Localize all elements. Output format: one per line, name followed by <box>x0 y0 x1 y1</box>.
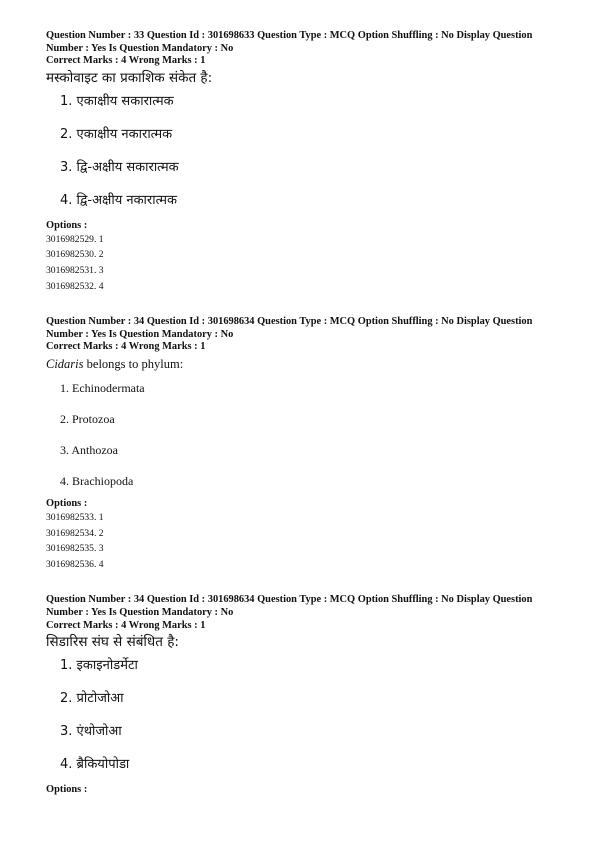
option-id: 3016982534. 2 <box>46 527 104 539</box>
option-item: 1. Echinodermata <box>60 380 145 395</box>
option-id: 3016982533. 1 <box>46 511 104 523</box>
option-id: 3016982529. 1 <box>46 233 104 245</box>
options-label: Options : <box>46 219 88 231</box>
stem-text: belongs to phylum: <box>83 356 184 371</box>
option-item: 1. एकाक्षीय सकारात्मक <box>60 93 174 109</box>
option-item: 3. Anthozoa <box>60 442 118 457</box>
document-page <box>46 30 556 818</box>
option-item: 1. इकाइनोडर्मेटा <box>60 658 138 674</box>
option-id: 3016982531. 3 <box>46 264 104 276</box>
option-item: 2. प्रोटोजोआ <box>60 691 124 707</box>
option-id: 3016982536. 4 <box>46 558 104 570</box>
meta-line: Correct Marks : 4 Wrong Marks : 1 <box>46 619 206 631</box>
option-id: 3016982530. 2 <box>46 249 104 261</box>
question-block-33 <box>46 30 556 294</box>
option-item: 4. द्वि-अक्षीय नकारात्मक <box>60 192 178 208</box>
question-meta <box>46 594 556 632</box>
meta-line: Number : Yes Is Question Mandatory : No <box>46 328 234 340</box>
question-stem: सिडारिस संघ से संबंधित है: <box>46 634 179 651</box>
option-id: 3016982532. 4 <box>46 280 104 292</box>
option-item: 2. Protozoa <box>60 411 115 426</box>
option-item: 4. ब्रैकियोपोडा <box>60 757 130 773</box>
question-stem <box>46 355 556 373</box>
meta-line: Number : Yes Is Question Mandatory : No <box>46 606 234 618</box>
question-block-34-hi <box>46 594 556 796</box>
meta-line: Number : Yes Is Question Mandatory : No <box>46 42 234 54</box>
stem-italic-term: Cidaris <box>46 356 84 371</box>
meta-line: Correct Marks : 4 Wrong Marks : 1 <box>46 55 206 67</box>
question-meta <box>46 316 556 354</box>
option-item: 3. एंथोजोआ <box>60 724 122 740</box>
options-label: Options : <box>46 784 88 796</box>
option-item: 2. एकाक्षीय नकारात्मक <box>60 126 173 142</box>
meta-line: Question Number : 33 Question Id : 301698633 Question Type : MCQ Option Shuffling : No Display Question <box>46 30 533 41</box>
option-item: 4. Brachiopoda <box>60 473 134 488</box>
meta-line: Correct Marks : 4 Wrong Marks : 1 <box>46 341 206 353</box>
options-label: Options : <box>46 497 88 509</box>
option-item: 3. द्वि-अक्षीय सकारात्मक <box>60 159 179 175</box>
option-id: 3016982535. 3 <box>46 543 104 555</box>
meta-line: Question Number : 34 Question Id : 301698634 Question Type : MCQ Option Shuffling : No Display Question <box>46 316 533 328</box>
question-block-34-en <box>46 316 556 572</box>
question-meta <box>46 30 556 68</box>
question-stem: मस्कोवाइट का प्रकाशिक संकेत है: <box>46 69 213 86</box>
meta-line: Question Number : 34 Question Id : 301698634 Question Type : MCQ Option Shuffling : No Display Question <box>46 594 533 606</box>
